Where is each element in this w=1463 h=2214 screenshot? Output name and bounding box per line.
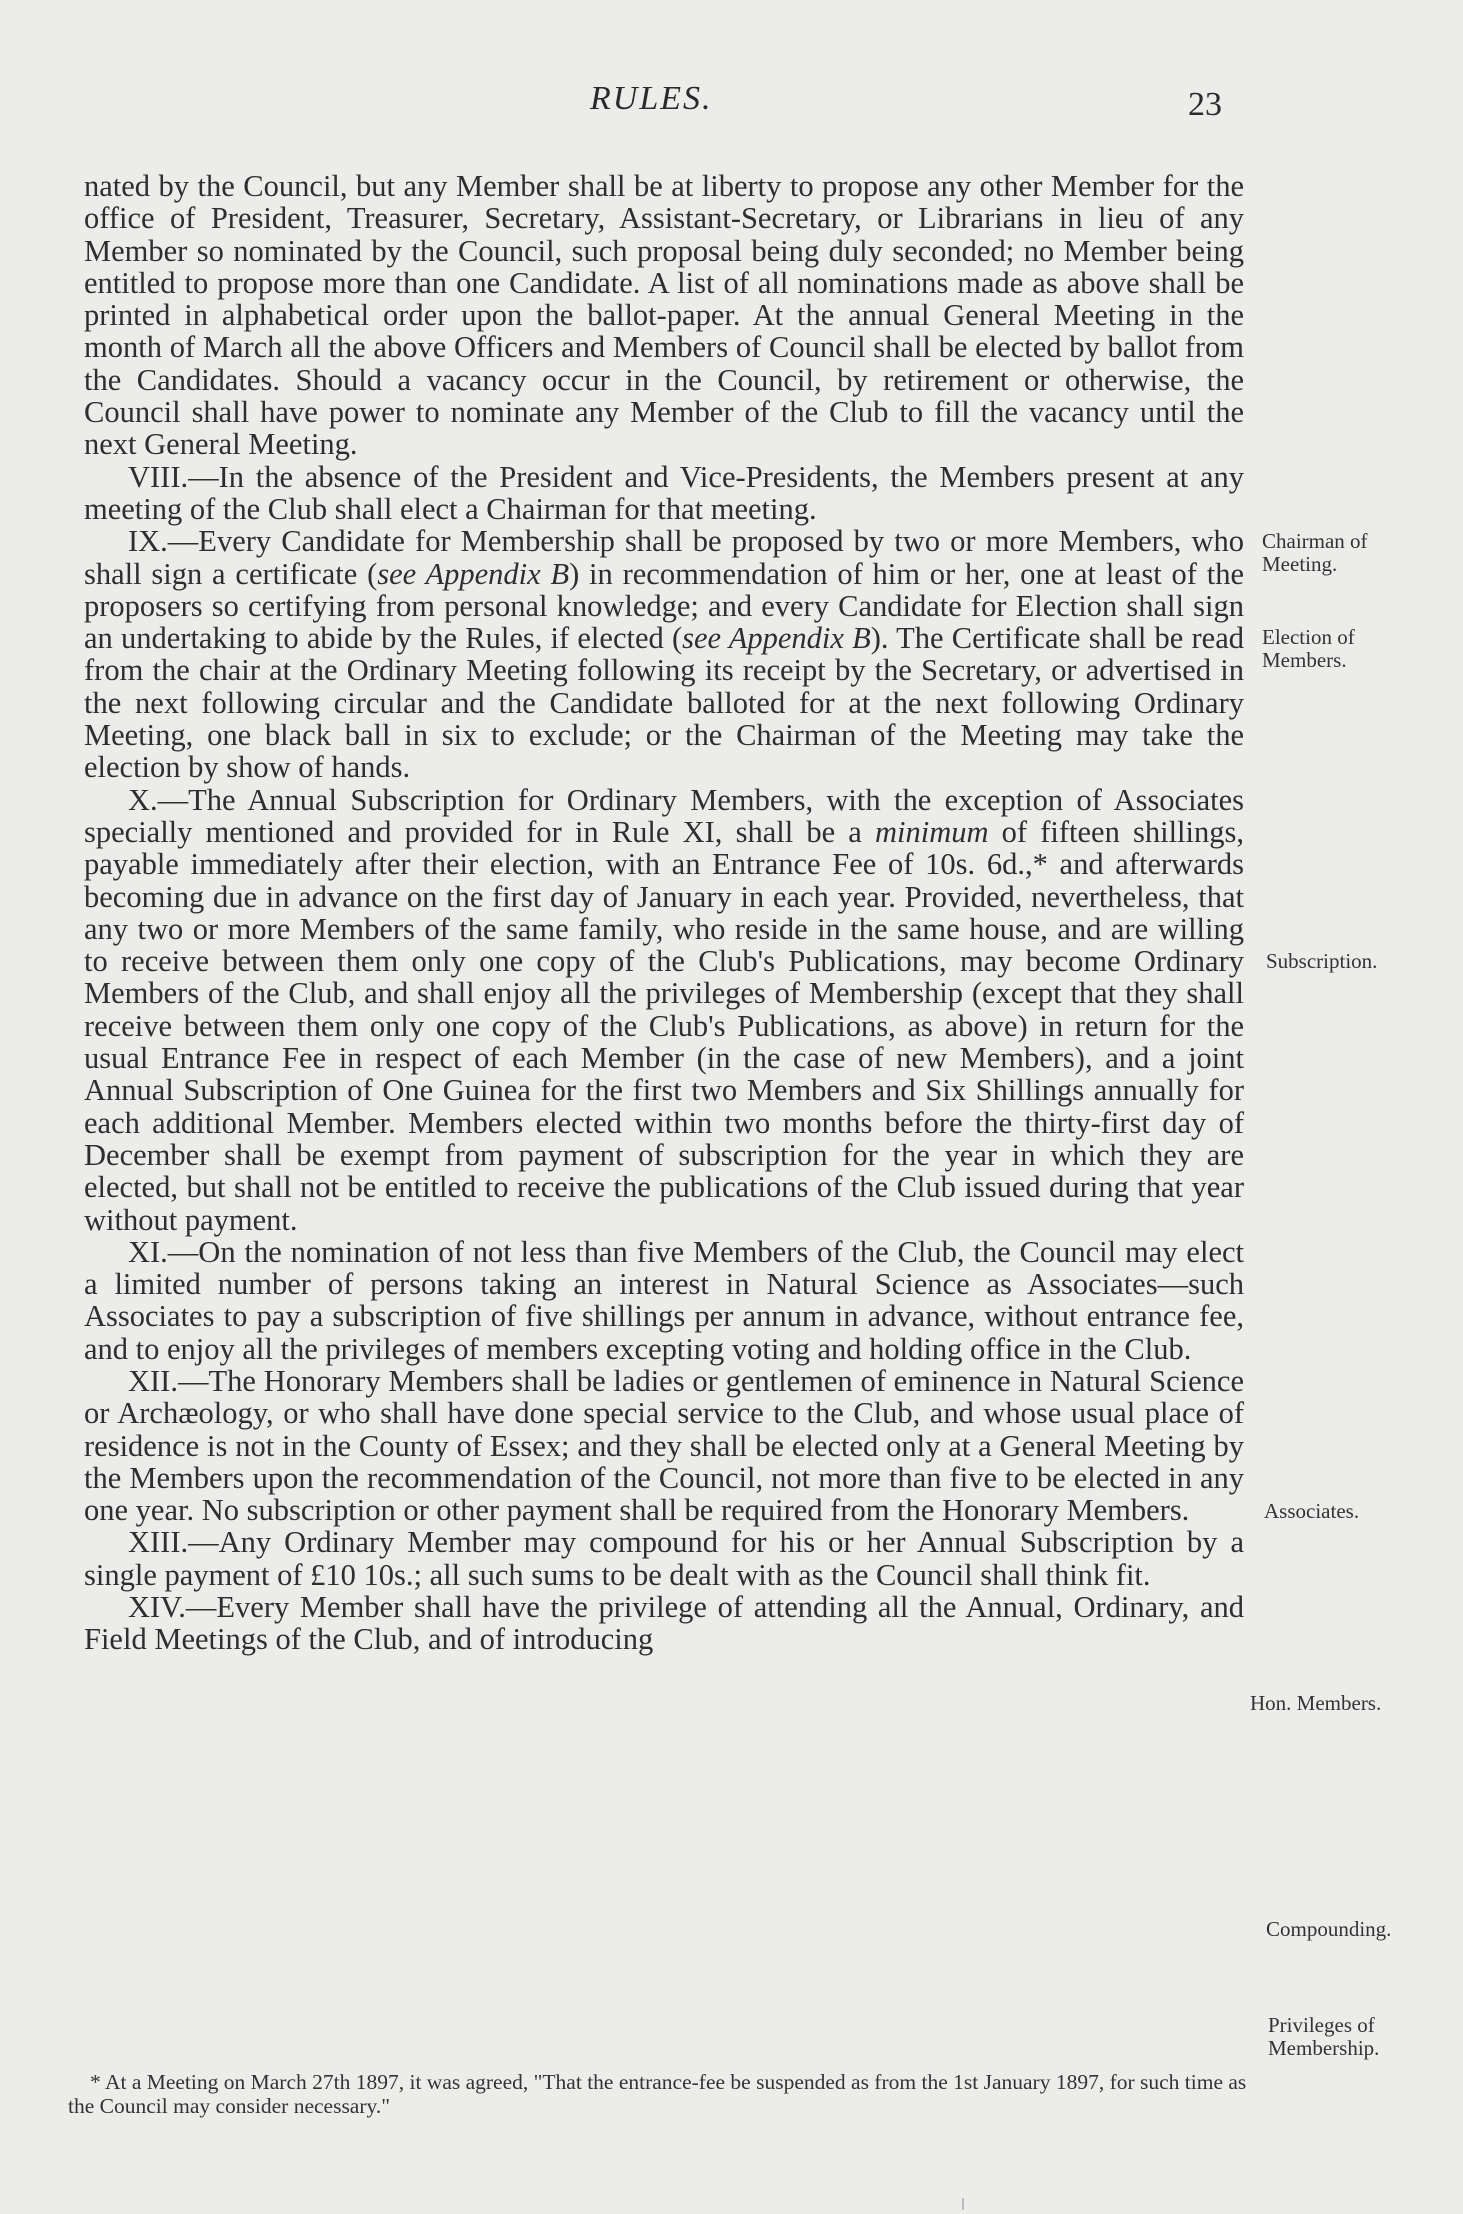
body-text <box>84 170 1244 1656</box>
sidenote-line: Compounding. <box>1266 1917 1392 1941</box>
sidenote-compounding <box>1266 1918 1463 1941</box>
appendix-reference: see Appendix B <box>377 556 570 591</box>
footnote: * At a Meeting on March 27th 1897, it was agreed, "That the entrance-fee be suspended as from the 1st January 1897, for such time as the Council may consider necessary." <box>68 2069 1247 2118</box>
sidenote-line: Privileges of <box>1268 2013 1375 2037</box>
sidenote-line: Membership. <box>1268 2036 1380 2060</box>
sidenote-line: Hon. Members. <box>1250 1691 1382 1715</box>
rule-ix <box>84 525 1244 783</box>
rule-xii: XII.—The Honorary Members shall be ladies or gentlemen of eminence in Natural Science or Archæology, or who shall have done special service to the Club, and whose usual place of residence is not in the County of Essex; and they shall be elected only at a General Meeting by the Members upon the recommendation of the Council, not more than five to be elected in any one year. No subscription or other payment shall be required from the Honorary Members. <box>84 1363 1244 1528</box>
rule-viii: VIII.—In the absence of the President and Vice-Presidents, the Members present at any meeting of the Club shall elect a Chairman for that meeting. <box>84 459 1244 526</box>
sidenote-chairman <box>1262 530 1462 576</box>
sidenote-line: Meeting. <box>1262 552 1338 576</box>
rule-xiii: XIII.—Any Ordinary Member may compound for his or her Annual Subscription by a single payment of £10 10s.; all such sums to be dealt with as the Council shall think fit. <box>84 1525 1244 1592</box>
scan-mark <box>962 2198 964 2210</box>
paragraph-continuation: nated by the Council, but any Member shall be at liberty to propose any other Member for the office of President, Treasurer, Secretary, Assistant-Secretary, or Librarians in lieu of any Member so nominated by the Council, such proposal being duly seconded; no Member being entitled to propose more than one Candidate. A list of all nominations made as above shall be printed in alphabetical order upon the ballot-paper. At the annual General Meeting in the month of March all the above Officers and Members of Council shall be elected by ballot from the Candidates. Should a vacancy occur in the Council, by retirement or otherwise, the Council shall have power to nominate any Member of the Club to fill the vacancy until the next General Meeting. <box>84 169 1244 462</box>
rule-ix-text-1: IX.—Every Candidate for Membership shall be proposed by two or more Members, who shall sign a certificate ( <box>84 524 1244 591</box>
rule-x-text-1: X.—The Annual Subscription for Ordinary Members, with the exception of Associates specially mentioned and provided for in Rule XI, shall be a <box>84 782 1244 849</box>
sidenote-associates <box>1264 1500 1463 1523</box>
sidenote-hon-members <box>1250 1692 1450 1715</box>
emphasis-minimum: minimum <box>874 814 989 849</box>
sidenote-line: Chairman of <box>1262 529 1368 553</box>
sidenote-election <box>1262 626 1462 672</box>
appendix-reference: see Appendix B <box>682 621 871 656</box>
sidenote-line: Election of <box>1262 625 1355 649</box>
sidenote-line: Subscription. <box>1266 949 1378 973</box>
rule-x-text-2: of fifteen shillings, payable immediately after their election, with an Entrance Fee of 10s. 6d.,* and afterwards becoming due in advance on the first day of January in each year. Provided, nevertheless, that any two or more Members of the same family, who reside in the same house, and are willing to receive between them only one copy of the Club's Publications, may become Ordinary Members of the Club, and shall enjoy all the privileges of Membership (except that they shall receive between them only one copy of the Club's Publications, as above) in return for the usual Entrance Fee in respect of each Member (in the case of new Members), and a joint Annual Subscription of One Guinea for the first two Members and Six Shillings annually for each additional Member. Members elected within two months before the thirty-first day of December shall be exempt from payment of subscription for the year in which they are elected, but shall not be entitled to receive the publications of the Club issued during that year without payment. <box>84 814 1244 1237</box>
rule-ix-text-3: ). The Certificate shall be read from the chair at the Ordinary Meeting following its receipt by the Secretary, or advertised in the next following circular and the Candidate balloted for at the next following Ordinary Meeting, one black ball in six to exclude; or the Chairman of the Meeting may take the election by show of hands. <box>84 621 1244 785</box>
sidenote-privileges <box>1268 2014 1463 2060</box>
rule-xiv: XIV.—Every Member shall have the privilege of attending all the Annual, Ordinary, and Field Meetings of the Club, and of introducing <box>84 1590 1244 1657</box>
rule-x <box>84 784 1244 1236</box>
sidenote-line: Associates. <box>1264 1499 1360 1523</box>
sidenote-line: Members. <box>1262 648 1347 672</box>
sidenote-subscription <box>1266 950 1463 973</box>
rule-ix-text-2: ) in recommendation of him or her, one at least of the proposers so certifying from personal knowledge; and every Candidate for Election shall sign an undertaking to abide by the Rules, if elected ( <box>84 556 1245 656</box>
page-number: 23 <box>1188 86 1222 123</box>
running-head-title: RULES. <box>590 80 713 117</box>
rule-xi: XI.—On the nomination of not less than five Members of the Club, the Council may elect a limited number of persons taking an interest in Natural Science as Associates—such Associates to pay a subscription of five shillings per annum in advance, without entrance fee, and to enjoy all the privileges of members excepting voting and holding office in the Club. <box>84 1234 1244 1366</box>
